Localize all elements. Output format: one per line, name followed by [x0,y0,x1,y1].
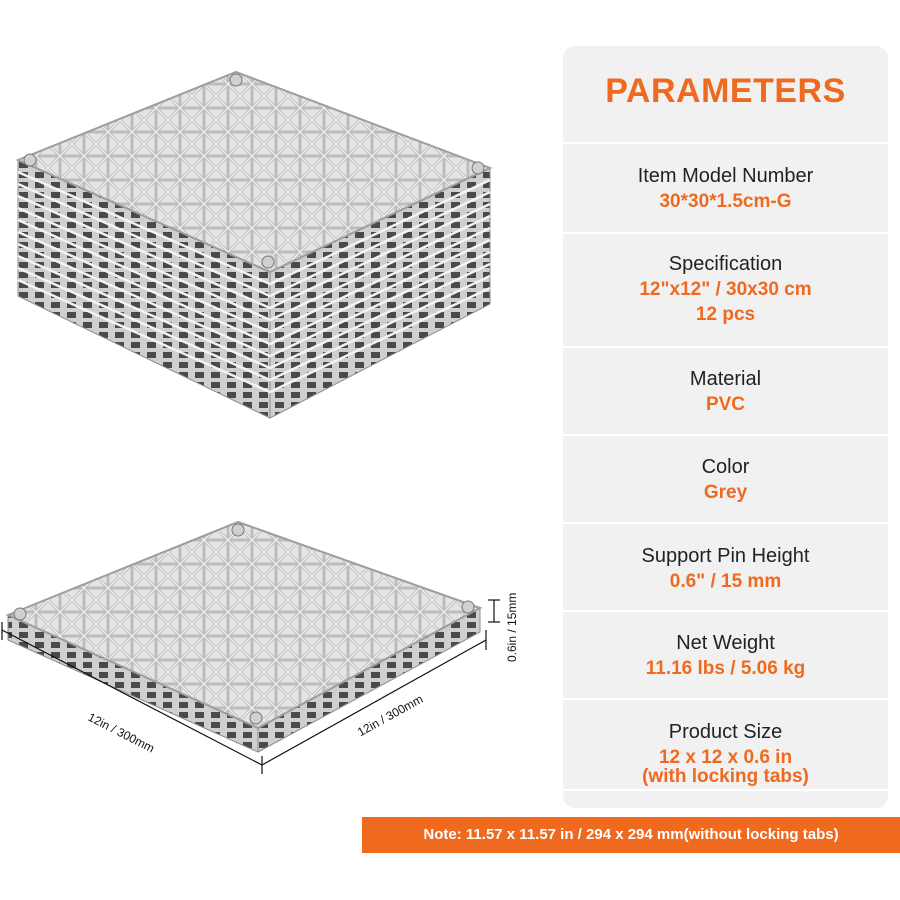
param-value: 12 pcs [695,304,756,325]
depth-dimension-label: 12in / 300mm [355,691,426,740]
param-label: Specification [668,253,783,275]
param-value: Grey [703,482,748,503]
divider [563,142,888,144]
param-label: Material [689,368,762,390]
note-banner: Note: 11.57 x 11.57 in / 294 x 294 mm(without locking tabs) [362,817,900,853]
divider [563,789,888,791]
param-value: 0.6" / 15 mm [669,571,782,592]
divider [563,610,888,612]
param-label: Support Pin Height [641,545,810,567]
parameters-panel [563,46,888,808]
width-dimension-label: 12in / 300mm [85,710,157,756]
divider [563,434,888,436]
divider [563,698,888,700]
param-color [563,454,888,505]
param-value: 11.16 lbs / 5.06 kg [645,658,806,679]
param-specification [563,251,888,327]
param-support-pin-height [563,543,888,594]
param-material [563,366,888,417]
divider [563,232,888,234]
height-dimension-label: 0.6in / 15mm [505,592,519,662]
panel-title: PARAMETERS [605,72,846,110]
param-net-weight [563,630,888,681]
param-label: Color [701,456,750,478]
param-value: 12 x 12 x 0.6 in [658,747,793,768]
param-value: (with locking tabs) [642,766,809,787]
param-value: PVC [705,394,746,415]
param-label: Item Model Number [637,165,814,187]
param-item-model-number [563,163,888,214]
param-label: Net Weight [676,632,775,654]
param-value: 12"x12" / 30x30 cm [639,279,812,300]
param-label: Product Size [668,721,783,743]
divider [563,346,888,348]
divider [563,522,888,524]
param-value: 30*30*1.5cm-G [659,191,792,212]
param-product-size [563,719,888,789]
